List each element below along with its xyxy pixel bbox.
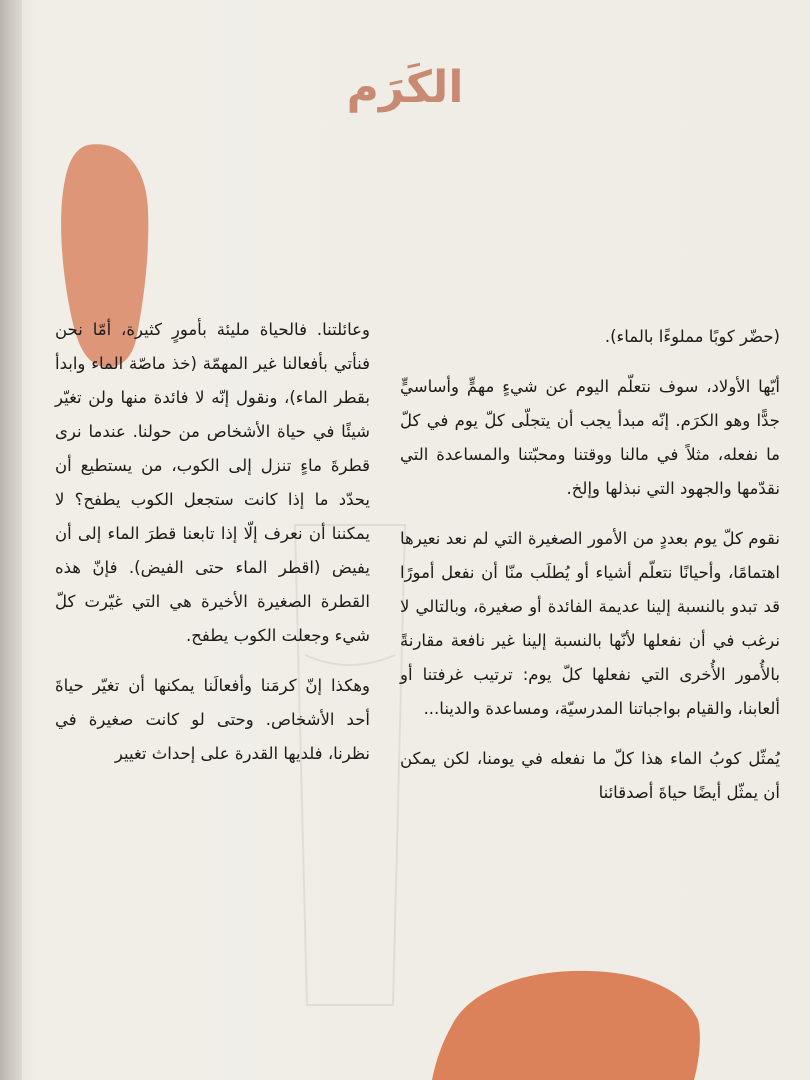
instruction-paragraph: (حضّر كوبًا مملوءًا بالماء). <box>604 327 780 346</box>
water-cup-paragraph: يُمثّل كوبُ الماء هذا كلّ ما نفعله في يومنا، لكن يمكن أن يمثّل أيضًا حياةَ أصدقائنا <box>400 749 780 802</box>
page-title: الكَرَم <box>346 62 464 113</box>
decorative-paint-blob-bottom <box>432 965 702 1080</box>
left-text-column <box>55 313 370 787</box>
intro-paragraph: أيّها الأولاد، سوف نتعلّم اليوم عن شيءٍ مهمٍّ وأساسيٍّ جدًّا وهو الكرَم. إنّه مبدأ يجب أن يتجلّى كلّ يوم في كلّ ما نفعله، مثلاً في مالنا ووقتنا ومحبّتنا والمساعدة التي نقدّمها والجهود التي نبذلها وإلخ. <box>400 377 780 498</box>
water-drop-paragraph: وعائلتنا. فالحياة مليئة بأمورٍ كثيرة، أمّا نحن فنأتي بأفعالنا غير المهمّة (خذ ماصّة الماء وابدأ بقطر الماء)، ونقول إنّه لا فائدة منها ولن تغيّر شيئًا في حياة الأشخاص من حولنا. عندما نرى قطرةَ ماءٍ تنزل إلى الكوب، من يستطيع أن يحدّد ما إذا كانت ستجعل الكوب يطفح؟ لا يمكننا أن نعرف إلّا إذا تابعنا قطرَ الماء إلى أن يفيض (اقطر الماء حتى الفيض). فإنّ هذه القطرة الصغيرة الأخيرة هي التي غيّرت كلّ شيء وجعلت الكوب يطفح. <box>55 320 370 645</box>
small-things-paragraph: نقوم كلّ يوم بعددٍ من الأمور الصغيرة التي لم نعد نعيرها اهتمامًا، وأحيانًا نتعلّم أشياء أو يُطلَب منّا أن نفعل أمورًا قد تبدو بالنسبة إلينا عديمة الفائدة أو صغيرة، وبالتالي لا نرغب في أن نفعلها لأنّها بالنسبة إلينا غير نافعة مقارنةً بالأُمور الأُخرى التي نفعلها كلّ يوم: ترتيب غرفتنا أو ألعابنا، والقيام بواجباتنا المدرسيّة، ومساعدة والدينا... <box>400 529 780 718</box>
generosity-change-paragraph: وهكذا إنّ كرمَنا وأفعالَنا يمكنها أن تغيّر حياةَ أحد الأشخاص. وحتى لو كانت صغيرة في نظرنا، فلديها القدرة على إحداث تغيير <box>55 676 370 763</box>
right-text-column <box>400 320 780 826</box>
book-gutter <box>0 0 22 1080</box>
